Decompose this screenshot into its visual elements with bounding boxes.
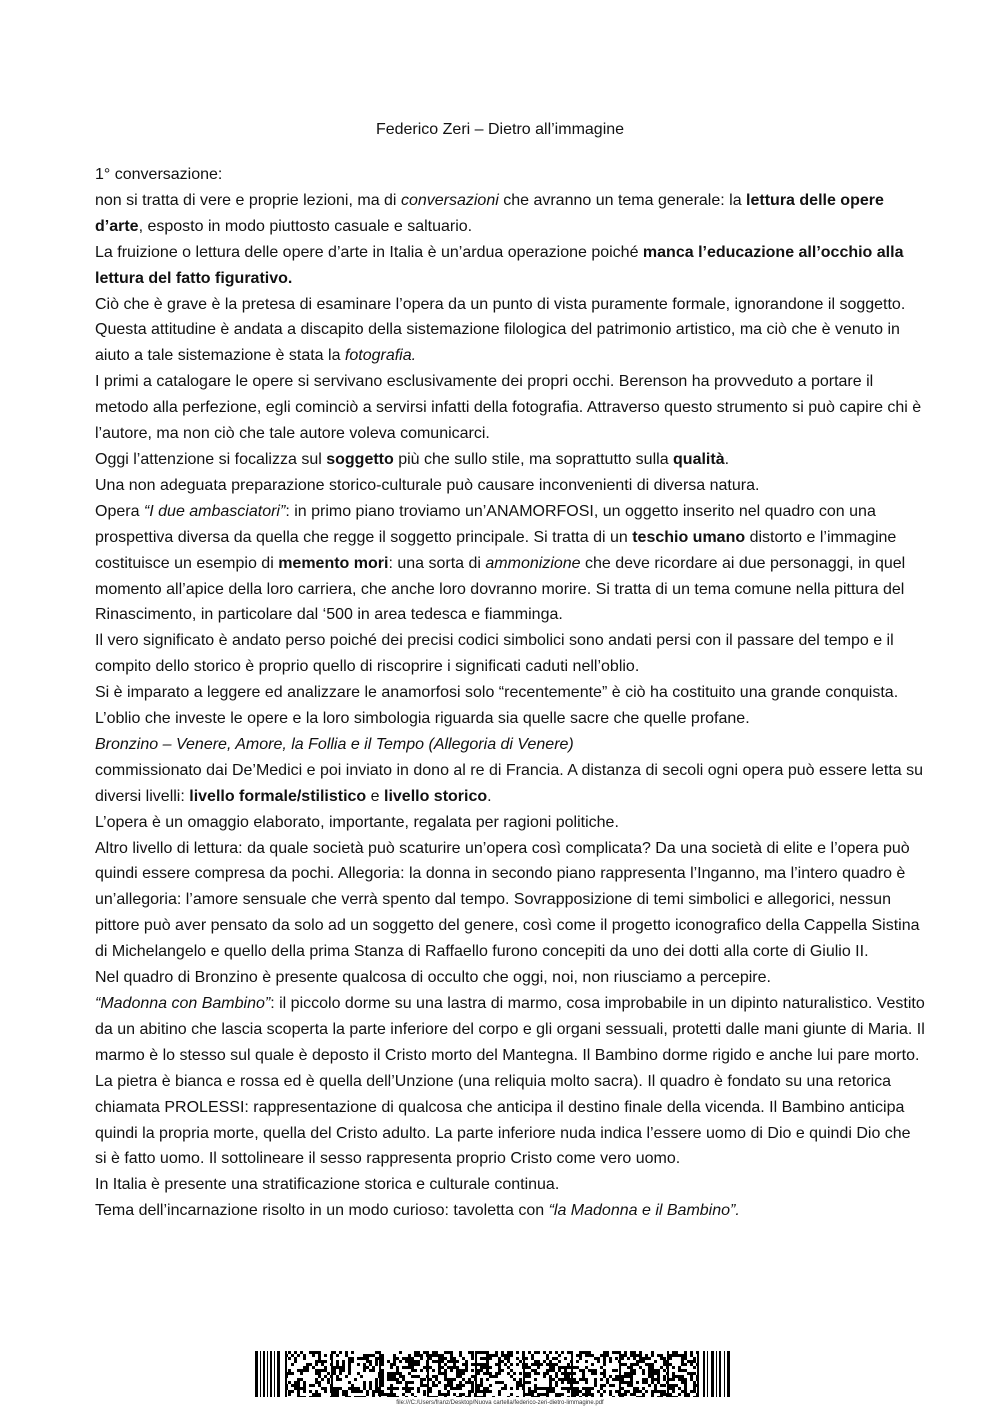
text-run: .: [724, 450, 730, 468]
paragraph: [95, 991, 925, 1172]
bold-text: livello formale/stilistico: [189, 787, 367, 805]
text-run: Altro livello di lettura: da quale società può scaturire un’opera così complicata? Da una società di elite e l’opera può quindi essere compresa da pochi. Allegoria: la donna in secondo piano rappresenta l’Inganno, ma l’intero quadro è un’allegoria: l’amore sensuale che verrà spento dal tempo. Sovrapposizione di temi simbolici e allegorici, nessun pittore può aver pensato da solo ad un soggetto del genere, così come il progetto iconografico della Cappella Sistina di Michelangelo e quello della prima Stanza di Raffaello furono concepiti da uno dei dotti alla corte di Giulio II.: [95, 839, 920, 961]
text-run: che avranno un tema generale: la: [498, 191, 747, 209]
bold-text: qualità: [673, 450, 725, 468]
bold-text: livello storico: [384, 787, 488, 805]
paragraph: [95, 499, 925, 629]
document-body: [95, 162, 925, 1224]
text-run: Nel quadro di Bronzino è presente qualcosa di occulto che oggi, noi, non riusciamo a percepire.: [95, 969, 771, 987]
text-run: In Italia è presente una stratificazione storica e culturale continua.: [95, 1176, 560, 1194]
paragraph: [95, 240, 925, 292]
text-run: più che sullo stile, ma soprattutto sulla: [393, 450, 674, 468]
italic-text: “I due ambasciatori”: [143, 502, 286, 520]
paragraph: [95, 292, 925, 370]
italic-text: conversazioni: [400, 191, 499, 209]
text-run: che deve ricordare ai due personaggi, in quel momento all’apice della loro carriera, che anche loro dovranno morire. Si tratta di un tema comune nella pittura del Rinascimento, in particolare dal ‘500 in area tedesca e fiamminga.: [95, 554, 906, 624]
paragraph: [95, 965, 925, 991]
text-run: : in primo piano troviamo un’ANAMORFOSI, un oggetto inserito nel quadro con una prospettiva diversa da quella che regge il soggetto principale. Si tratta di un: [95, 502, 876, 546]
paragraph: [95, 810, 925, 836]
italic-text: “la Madonna e il Bambino”.: [548, 1202, 740, 1220]
bold-text: memento mori: [278, 554, 389, 572]
text-run: : il piccolo dorme su una lastra di marmo, cosa improbabile in un dipinto naturalistico. Vestito da un abitino che lascia scoperta la parte inferiore del corpo e gli organi sessuali, protetti dalle mani giunte di Maria. Il marmo è lo stesso sul quale è deposto il Cristo morto del Mantegna. Il Bambino dorme rigido e anche lui pare morto. La pietra è bianca e rossa ed è quella dell’Unzione (una reliquia molto sacra). Il quadro è fondato su una retorica chiamata PROLESSI: rappresentazione di qualcosa che anticipa il destino finale della vicenda. Il Bambino anticipa quindi la propria morte, quella del Cristo adulto. La parte inferiore nuda indica l’essere uomo di Dio e quindi Dio che si è fatto uomo. Il sottolineare il sesso rappresenta proprio Cristo come vero uomo.: [95, 995, 925, 1168]
paragraph: [95, 758, 925, 810]
paragraph: [95, 680, 925, 732]
text-run: I primi a catalogare le opere si servivano esclusivamente dei propri occhi. Berenson ha provveduto a portare il metodo alla perfezione, egli cominciò a servirsi infatti della fotografia. Attraverso questo strumento si può capire chi è l’autore, ma non ciò che tale autore voleva comunicarci.: [95, 373, 922, 443]
bold-text: teschio umano: [632, 528, 746, 546]
text-run: Opera: [95, 502, 144, 520]
text-run: e: [366, 787, 384, 805]
text-run: Oggi l’attenzione si focalizza sul: [95, 450, 327, 468]
paragraph: [95, 473, 925, 499]
text-run: La fruizione o lettura delle opere d’arte in Italia è un’ardua operazione poiché: [95, 243, 643, 261]
paragraph: [95, 732, 925, 758]
text-run: non si tratta di vere e proprie lezioni, ma di: [95, 191, 401, 209]
text-run: Una non adeguata preparazione storico-culturale può causare inconvenienti di diversa natura.: [95, 476, 760, 494]
paragraph: [95, 369, 925, 447]
text-run: Il vero significato è andato perso poiché dei precisi codici simbolici sono andati persi con il passare del tempo e il compito dello storico è proprio quello di riscoprire i significati caduti nell’oblio.: [95, 632, 894, 676]
bold-text: soggetto: [326, 450, 394, 468]
paragraph: [95, 447, 925, 473]
text-run: Ciò che è grave è la pretesa di esaminare l’opera da un punto di vista puramente formale, ignorandone il soggetto. Questa attitudine è andata a discapito della sistemazione filologica del patrimonio artistico, ma ciò che è venuto in aiuto a tale sistemazione è stata la: [95, 295, 906, 365]
page-title: Federico Zeri – Dietro all’immagine: [375, 121, 625, 138]
italic-text: fotografia.: [344, 347, 417, 365]
italic-text: “Madonna con Bambino”: [95, 995, 271, 1012]
barcode-image: [255, 1351, 733, 1397]
text-run: commissionato dai De’Medici e poi inviato in dono al re di Francia. A distanza di secoli ogni opera può essere letta su diversi livelli:: [95, 761, 924, 805]
text-run: : una sorta di: [388, 554, 486, 572]
paragraph: [95, 836, 925, 966]
text-run: L’opera è un omaggio elaborato, importante, regalata per ragioni politiche.: [95, 813, 619, 831]
text-run: 1° conversazione:: [95, 166, 223, 183]
italic-text: Bronzino – Venere, Amore, la Follia e il Tempo (Allegoria di Venere): [95, 735, 574, 753]
text-run: .: [487, 787, 492, 805]
paragraph: [95, 162, 925, 188]
text-run: Si è imparato a leggere ed analizzare le anamorfosi solo “recentemente” è ciò ha costituito una grande conquista. L’oblio che investe le opere e la loro simbologia riguarda sia quelle sacre che quelle profane.: [95, 684, 899, 728]
bold-text: lettura delle opere d’arte: [95, 191, 884, 235]
paragraph: [95, 188, 925, 240]
text-run: , esposto in modo piuttosto casuale e saltuario.: [138, 217, 473, 235]
text-run: Tema dell’incarnazione risolto in un modo curioso: tavoletta con: [95, 1202, 549, 1220]
paragraph: [95, 1172, 925, 1198]
paragraph: [95, 628, 925, 680]
bold-text: manca l’educazione all’occhio alla lettura del fatto figurativo.: [95, 243, 904, 287]
paragraph: [95, 1198, 925, 1224]
footer-file-path: file:///C:/Users/franz/Desktop/Nuova cartella/federico-zeri-dietro-limmagine.pdf: [396, 1400, 604, 1406]
italic-text: ammonizione: [485, 554, 581, 572]
text-run: distorto e l’immagine costituisce un esempio di: [95, 528, 897, 572]
